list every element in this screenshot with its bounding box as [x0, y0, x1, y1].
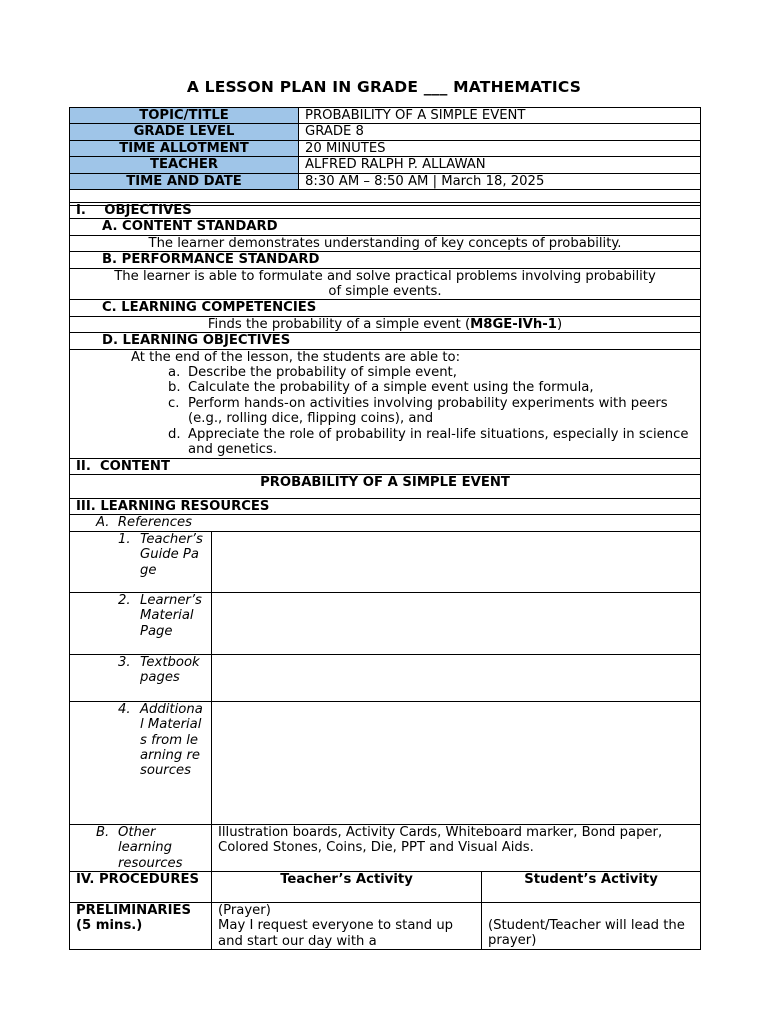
reference-num: 2. — [118, 592, 131, 608]
other-resources-label — [70, 824, 212, 871]
competency-code: M8GE-IVh-1 — [470, 316, 557, 332]
preliminaries-label: PRELIMINARIES (5 mins.) — [70, 902, 212, 949]
performance-standard-heading: B. PERFORMANCE STANDARD — [70, 252, 701, 268]
teacher-activity-header: Teacher’s Activity — [212, 871, 482, 902]
document-title: A LESSON PLAN IN GRADE ___ MATHEMATICS — [186, 78, 582, 96]
objective-item — [168, 380, 690, 395]
references-label: A. References — [70, 515, 701, 531]
performance-standard-text: The learner is able to formulate and solve practical problems involving probability of simple events. — [70, 268, 701, 300]
student-spacer — [488, 903, 694, 918]
objectives-table — [69, 202, 701, 950]
info-value-topic: PROBABILITY OF A SIMPLE EVENT — [299, 108, 701, 124]
learning-resources-heading: III. LEARNING RESOURCES — [70, 498, 701, 514]
objective-text: Appreciate the role of probability in real-life situations, especially in science and genetics. — [188, 426, 689, 458]
info-value-time-allotment: 20 MINUTES — [299, 140, 701, 156]
objective-item — [168, 365, 690, 380]
reference-additional-materials — [70, 701, 212, 824]
info-value-grade: GRADE 8 — [299, 124, 701, 140]
reference-num: 3. — [118, 654, 131, 670]
content-heading: II. CONTENT — [70, 458, 701, 474]
reference-num: 4. — [118, 701, 131, 717]
lesson-info-table — [69, 107, 701, 206]
reference-value-empty — [212, 701, 701, 824]
objective-mark: b. — [168, 380, 181, 396]
info-label-time-date: TIME AND DATE — [70, 173, 299, 189]
reference-label: Teacher’s Guide Page — [140, 531, 203, 578]
teacher-activity-cell — [212, 902, 482, 949]
reference-label: Additional Materials from learning resources — [140, 701, 203, 779]
learning-competencies-heading: C. LEARNING COMPETENCIES — [70, 300, 701, 316]
learning-competencies-text — [70, 316, 701, 332]
objective-mark: a. — [168, 365, 181, 381]
reference-label: Textbook pages — [140, 654, 200, 686]
objective-mark: d. — [168, 426, 181, 442]
student-activity-cell — [482, 902, 701, 949]
objective-item — [168, 396, 690, 427]
info-value-teacher: ALFRED RALPH P. ALLAWAN — [299, 157, 701, 173]
reference-textbook-pages — [70, 654, 212, 701]
objective-text: Calculate the probability of a simple event using the formula, — [188, 380, 594, 396]
objective-text: Perform hands-on activities involving probability experiments with peers (e.g., rolling dice, flipping coins), and — [188, 395, 668, 427]
student-activity-header: Student’s Activity — [482, 871, 701, 902]
procedures-heading: IV. PROCEDURES — [70, 871, 212, 902]
content-standard-heading: A. CONTENT STANDARD — [70, 219, 701, 235]
teacher-prayer-text: May I request everyone to stand up and start our day with a — [218, 918, 454, 949]
teacher-prayer-label: (Prayer) — [218, 902, 271, 918]
other-resources-text: Other learning resources — [118, 824, 183, 871]
learning-objectives-heading: D. LEARNING OBJECTIVES — [70, 333, 701, 349]
objective-mark: c. — [168, 395, 180, 411]
info-label-time-allotment: TIME ALLOTMENT — [70, 140, 299, 156]
content-title: PROBABILITY OF A SIMPLE EVENT — [70, 474, 701, 498]
learning-objectives-list — [76, 365, 694, 457]
reference-learners-material — [70, 592, 212, 654]
competency-text-end: ) — [556, 316, 563, 332]
competency-text: Finds the probability of a simple event ( — [207, 316, 471, 332]
objectives-heading: I. OBJECTIVES — [70, 203, 701, 219]
objective-item — [168, 427, 690, 458]
student-prayer-text: (Student/Teacher will lead the prayer) — [488, 917, 685, 949]
reference-value-empty — [212, 654, 701, 701]
info-label-grade: GRADE LEVEL — [70, 124, 299, 140]
reference-num: 1. — [118, 531, 131, 547]
other-resources-value: Illustration boards, Activity Cards, Whiteboard marker, Bond paper, Colored Stones, Coins, Die, PPT and Visual Aids. — [212, 824, 701, 871]
reference-value-empty — [212, 531, 701, 592]
reference-teachers-guide — [70, 531, 212, 592]
info-label-topic: TOPIC/TITLE — [70, 108, 299, 124]
reference-label: Learner’s Material Page — [140, 592, 202, 639]
info-label-teacher: TEACHER — [70, 157, 299, 173]
reference-value-empty — [212, 592, 701, 654]
content-standard-text: The learner demonstrates understanding of key concepts of probability. — [70, 235, 701, 251]
info-value-time-date: 8:30 AM – 8:50 AM | March 18, 2025 — [299, 173, 701, 189]
other-resources-mark: B. — [96, 824, 110, 840]
learning-objectives-intro: At the end of the lesson, the students are able to: — [131, 349, 461, 365]
learning-objectives-body — [70, 349, 701, 458]
objective-text: Describe the probability of simple event, — [188, 365, 457, 381]
